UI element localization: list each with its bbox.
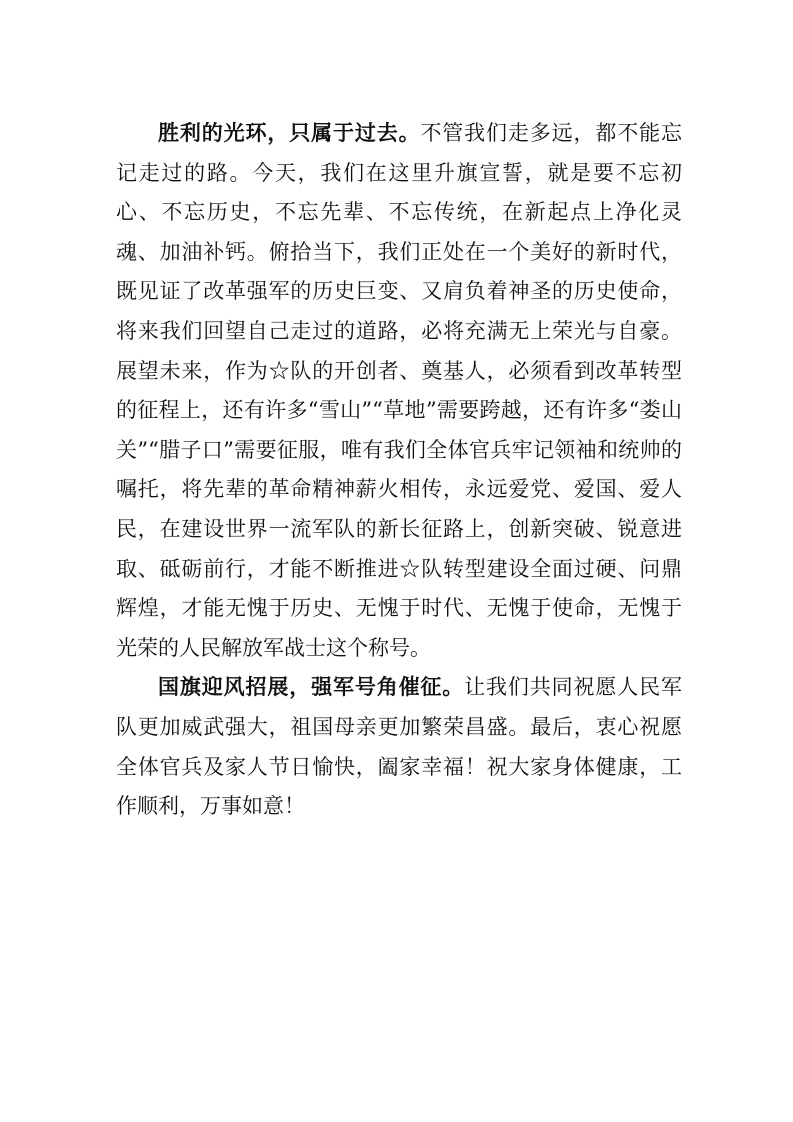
paragraph-1 [116,114,682,668]
paragraph-2-lead: 国旗迎风招展，强军号角催征。 [158,675,465,700]
paragraph-2 [116,668,682,826]
document-body [116,114,682,827]
paragraph-1-lead: 胜利的光环，只属于过去。 [158,121,421,145]
paragraph-2-text: 让我们共同祝愿人民军队更加威武强大，祖国母亲更加繁荣昌盛。最后，衷心祝愿全体官兵及家人节日愉快，阖家幸福！祝大家身体健康，工作顺利，万事如意！ [116,675,683,819]
paragraph-1-text: 不管我们走多远，都不能忘记走过的路。今天，我们在这里升旗宣誓，就是要不忘初心、不忘历史，不忘先辈、不忘传统，在新起点上净化灵魂、加油补钙。俯拾当下，我们正处在一个美好的新时代，既见证了改革强军的历史巨变、又肩负着神圣的历史使命，将来我们回望自己走过的道路，必将充满无上荣光与自豪。展望未来，作为☆队的开创者、奠基人，必须看到改革转型的征程上，还有许多“雪山”“草地”需要跨越，还有许多“娄山关”“腊子口”需要征服，唯有我们全体官兵牢记领袖和统帅的嘱托，将先辈的革命精神薪火相传，永远爱党、爱国、爱人民，在建设世界一流军队的新长征路上，创新突破、锐意进取、砥砺前行，才能不断推进☆队转型建设全面过硬、问鼎辉煌，才能无愧于历史、无愧于时代、无愧于使命，无愧于光荣的人民解放军战士这个称号。 [116,121,683,660]
